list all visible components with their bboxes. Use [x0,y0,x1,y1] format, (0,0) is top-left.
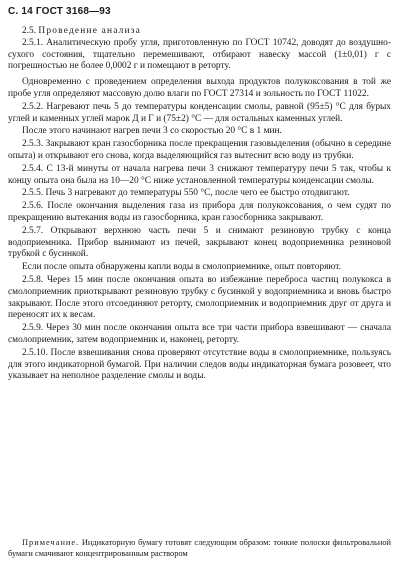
section-title [8,26,391,38]
paragraph-2-5-4: 2.5.4. С 13-й минуты от начала нагрева печи 3 снижают температуру печи 5 так, чтобы к концу опыта она была на 10—20 °С ниже установленной температуры конденсации смолы. [8,163,391,186]
paragraph-2-5-8: 2.5.8. Через 15 мин после окончания опыта во избежание переброса частиц полукокса в смолоприемник приоткрывают резиновую трубку с бусинкой у водоприемника и вновь быстро закрывают. После этого отсоединяют реторту, смолоприемник и водоприемник друг от друга и переносят их к весам. [8,274,391,321]
footnote [8,538,391,559]
paragraph-repeat: Если после опыта обнаружены капли воды в смолоприемнике, опыт повторяют. [22,262,341,273]
paragraph-2-5-7: 2.5.7. Открывают верхнюю часть печи 5 и снимают резиновую трубку с конца водоприемника. Прибор вынимают из печей, закрывают конец водоприемника резиновой трубкой с бусинкой. [8,225,391,260]
paragraph-heating: После этого начинают нагрев печи 3 со скоростью 20 °С в 1 мин. [22,126,282,137]
paragraph-2-5-6: 2.5.6. После окончания выделения газа из прибора для полукоксования, о чем судят по прекращению вытекания воды из газосборника, кран газосборника закрывают. [8,201,391,223]
paragraph-2-5-5: 2.5.5. Печь 3 нагревают до температуры 550 °С, после чего ее быстро отодвигают. [22,188,350,199]
section-number: 2.5. [22,26,37,36]
paragraph-2-5-2: 2.5.2. Нагревают печь 5 до температуры конденсации смолы, равной (95±5) °С для бурых углей и каменных углей марок Д и Г и (75±2) °С — для остальных каменных углей. [8,101,391,124]
page-header: С. 14 ГОСТ 3168—93 [8,6,111,17]
paragraph-simultaneous: Одновременно с проведением определения выхода продуктов полукоксования в той же пробе угля определяют массовую долю влаги по ГОСТ 27314 и зольность по ГОСТ 11022. [8,77,391,99]
footnote-label: Примечание. [22,538,80,548]
paragraph-2-5-3: 2.5.3. Закрывают кран газосборника после прекращения газовыделения (обычно в середине опыта) и открывают его снова, когда выделяющийся газ вытеснит всю воду из трубки. [8,139,391,161]
paragraph-2-5-1: 2.5.1. Аналитическую пробу угля, приготовленную по ГОСТ 10742, доводят до воздушно-сухого состояния, тщательно перемешивают, отбирают навеску массой (1±0,01) г с погрешностью не более 0,0002 г и помещают в реторту. [8,37,391,72]
footnote-text: Индикаторную бумагу готовят следующим образом: тонкие полоски фильтровальной бумаги смачивают концентрированным раствором [8,538,391,558]
section-title-text: Проведение анализа [38,26,142,36]
paragraph-2-5-10: 2.5.10. После взвешивания снова проверяют отсутствие воды в смолоприемнике, пользуясь для этого индикаторной бумагой. При наличии следов воды индикаторная бумага розовеет, что указывает на неполное разделение смолы и воды. [8,347,391,382]
paragraph-2-5-9: 2.5.9. Через 30 мин после окончания опыта все три части прибора взвешивают — сначала смолоприемник, затем водоприемник и, наконец, реторту. [8,323,391,345]
